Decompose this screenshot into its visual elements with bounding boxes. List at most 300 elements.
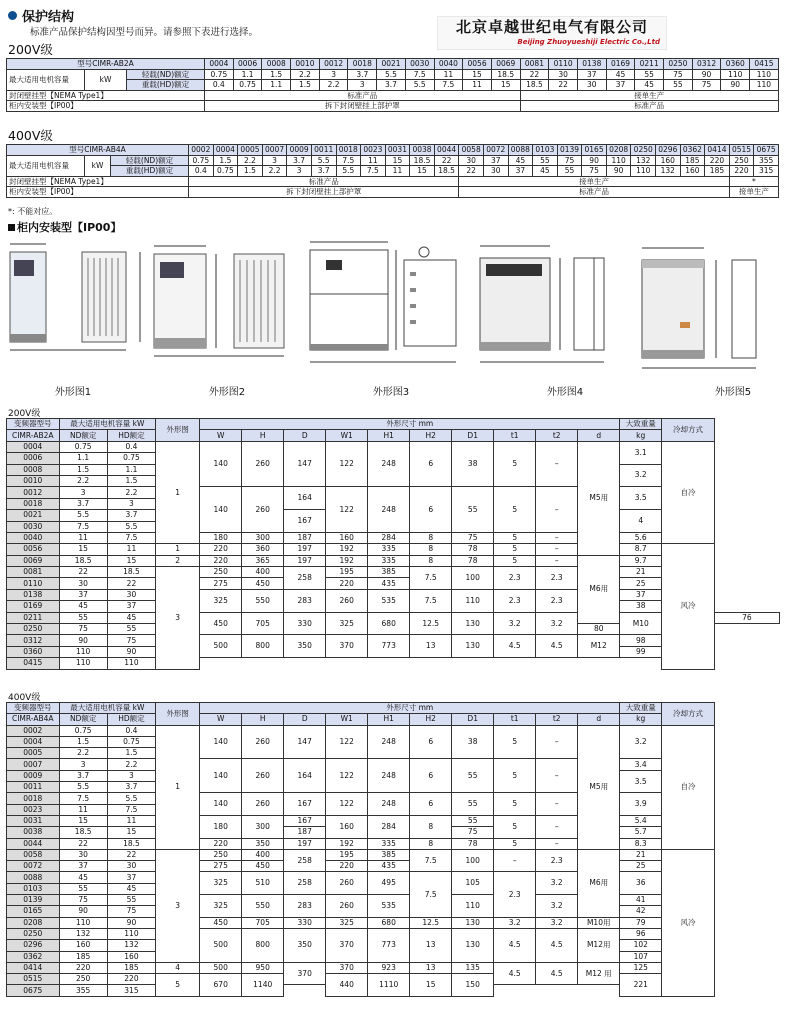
hd-cell: 1.5 (107, 748, 155, 759)
motor-label: 最大适用电机容量 (7, 155, 85, 176)
dim-cell: 107 (620, 951, 662, 962)
dim-cell: 3.2 (536, 895, 578, 918)
model-cell: 0110 (549, 59, 578, 70)
nd-cell: 30 (549, 69, 578, 80)
dim-cell: 36 (620, 872, 662, 895)
dim-cell: 147 (284, 441, 326, 487)
dim-cell: 105 (452, 872, 494, 895)
brand-cn: 北京卓越世纪电气有限公司 (455, 18, 648, 36)
nd-cell: 132 (59, 928, 107, 939)
model-cell: 0088 (7, 872, 60, 883)
dim-cell: 187 (284, 827, 326, 838)
dim-cell: 400 (242, 567, 284, 578)
hd-cell: 160 (680, 166, 705, 177)
dim-cell: 140 (200, 759, 242, 793)
outline-figure-2 (150, 238, 305, 378)
dim-cell: 440 (326, 974, 368, 997)
nd-cell: 37 (59, 861, 107, 872)
dim-cell: 300 (242, 532, 284, 543)
dim-cell: 248 (368, 441, 410, 487)
dim-cell: 500 (200, 928, 242, 962)
model-cell: 0072 (7, 861, 60, 872)
nd-head: ND额定 (59, 430, 107, 441)
model-cell: 0011 (7, 782, 60, 793)
dim-cell: 75 (452, 532, 494, 543)
dim-cell: 705 (242, 917, 284, 928)
model-cell: 0165 (7, 906, 60, 917)
dim-cell: 140 (200, 487, 242, 533)
dim-cell: 3.2 (536, 917, 578, 928)
fig-caption-2: 外形图2 (208, 387, 246, 398)
model-cell: 0414 (7, 962, 60, 973)
hd-cell: 45 (107, 883, 155, 894)
dim-cell: 258 (284, 567, 326, 590)
nd-cell: 30 (459, 155, 484, 166)
hd-cell: 7.5 (107, 804, 155, 815)
dim-cell: 192 (326, 544, 368, 555)
hd-cell: 75 (692, 80, 721, 91)
dim-cell: 147 (284, 725, 326, 759)
nd-cell: 11 (59, 532, 107, 543)
dim-cell: 283 (284, 589, 326, 612)
hd-cell: 30 (107, 589, 155, 600)
model-cell: 0006 (233, 59, 262, 70)
hd-cell: 15 (107, 555, 155, 566)
nd-cell: 3 (59, 759, 107, 770)
dim-cell: 5 (494, 725, 536, 759)
dim-cell: 110 (452, 895, 494, 918)
dim-cell: 248 (368, 793, 410, 816)
dim-cell: 3 (156, 567, 200, 670)
ip00-label: 柜内安装型【IP00】 (7, 187, 189, 198)
dim-cell: 325 (326, 612, 368, 635)
dim-cell: 187 (284, 532, 326, 543)
nd-cell: 30 (59, 578, 107, 589)
dim-cell: 55 (452, 759, 494, 793)
dim-cell: 164 (284, 487, 326, 510)
dim-cell: 180 (200, 532, 242, 543)
dim-cell: 122 (326, 725, 368, 759)
hd-cell: 3.7 (107, 510, 155, 521)
dim-cell: 220 (200, 555, 242, 566)
model-cell: 0208 (7, 917, 60, 928)
nd-cell: 45 (59, 601, 107, 612)
dim-col-head: H1 (368, 430, 410, 441)
dim-col-head: d (578, 430, 620, 441)
dim-cell: 4 (156, 962, 200, 973)
hd-cell: 75 (582, 166, 607, 177)
nd-cell: 5.5 (311, 155, 336, 166)
dim-cell: 55 (452, 487, 494, 533)
dim-cell: 100 (452, 849, 494, 872)
hd-cell: 18.5 (434, 166, 459, 177)
model-cell: 0004 (7, 441, 60, 452)
hd-cell: 90 (606, 166, 631, 177)
dim-cell: 79 (620, 917, 662, 928)
hd-cell: 110 (107, 928, 155, 939)
hd-cell: 0.4 (107, 725, 155, 736)
fig-head: 外形图 (156, 419, 200, 442)
nd-cell: 37 (59, 589, 107, 600)
hd-cell: 90 (107, 646, 155, 657)
dim-cell: – (536, 793, 578, 816)
dim-cell: – (536, 815, 578, 838)
hd-label: 重载(HD)额定 (111, 166, 189, 177)
model-cell: 0011 (311, 145, 336, 156)
dim-cell: M12 用 (578, 962, 620, 985)
dim-cell: 3 (156, 849, 200, 962)
dim-cell: 110 (452, 589, 494, 612)
dim-cell: 3.2 (536, 612, 578, 635)
model-cell: 0007 (262, 145, 287, 156)
nd-cell: 18.5 (491, 69, 520, 80)
dim-cell: 335 (368, 838, 410, 849)
model-row (7, 59, 779, 70)
hd-cell: 3.7 (377, 80, 406, 91)
nd-cell: 45 (508, 155, 533, 166)
intro-text: 标准产品保护结构因型号而异。请参照下表进行选择。 (30, 27, 259, 38)
dim-cell: 135 (452, 962, 494, 973)
dim-col-head: H1 (368, 714, 410, 725)
nd-cell: 45 (59, 872, 107, 883)
dim-cell: 260 (242, 793, 284, 816)
dim-col-head: t1 (494, 430, 536, 441)
nd-cell: 0.75 (59, 441, 107, 452)
dim-cell: 2.3 (536, 589, 578, 612)
dim-cell: 248 (368, 759, 410, 793)
model-cell: 0023 (7, 804, 60, 815)
hd-cell: 22 (107, 849, 155, 860)
nema-b: 接单生产 (520, 90, 778, 101)
dim-cell: 12.5 (410, 917, 452, 928)
hd-cell: 15 (491, 80, 520, 91)
model-cell: 0515 (729, 145, 754, 156)
dim-cell: 风冷 (662, 544, 715, 669)
dim-cell: 350 (242, 838, 284, 849)
model-cell: 0169 (7, 601, 60, 612)
nd-cell: 3.7 (348, 69, 377, 80)
nd-cell: 3 (59, 487, 107, 498)
dim-cell: 773 (368, 928, 410, 962)
hd-cell: 11 (463, 80, 492, 91)
model-cell: 0138 (577, 59, 606, 70)
outline-figure-3 (300, 238, 470, 378)
hd-cell: 132 (107, 940, 155, 951)
dim-cell: 260 (242, 441, 284, 487)
hd-cell: 45 (533, 166, 558, 177)
dim-cell: 550 (242, 895, 284, 918)
nd-cell: 75 (664, 69, 693, 80)
nd-cell: 0.75 (59, 725, 107, 736)
dim-cell: 3.2 (620, 725, 662, 759)
nd-cell: 160 (656, 155, 681, 166)
dim-cell: 38 (620, 601, 662, 612)
dim-cell: 195 (326, 567, 368, 578)
dim-cell: 450 (200, 612, 242, 635)
model-cell: 0362 (7, 951, 60, 962)
dim-cell: 260 (242, 725, 284, 759)
nd-cell: 110 (59, 646, 107, 657)
hd-cell: 75 (107, 635, 155, 646)
fig-head: 外形图 (156, 703, 200, 726)
hd-cell: 45 (635, 80, 664, 91)
outline-figure-4 (470, 238, 630, 378)
dim-cell: 450 (242, 578, 284, 589)
dim-cell: 670 (200, 974, 242, 997)
hd-cell: 15 (410, 166, 435, 177)
nd-row (7, 155, 779, 166)
dim-cell: 6 (410, 441, 452, 487)
model-cell: 0030 (7, 521, 60, 532)
dim-cell: 275 (200, 861, 242, 872)
hd-cell: 0.4 (107, 441, 155, 452)
dim-cell: 6 (410, 725, 452, 759)
hd-cell: 160 (107, 951, 155, 962)
nd-cell: 2.2 (291, 69, 320, 80)
hd-cell: 2.2 (319, 80, 348, 91)
dim-cell: – (536, 487, 578, 533)
dim-cell: 8.7 (620, 544, 662, 555)
nd-cell: 1.1 (233, 69, 262, 80)
dim-cell: 55 (452, 793, 494, 816)
hd-cell: 185 (705, 166, 730, 177)
model-cell: 0103 (7, 883, 60, 894)
hd-cell: 18.5 (107, 838, 155, 849)
dim-cell: 7.5 (410, 849, 452, 872)
dim-cell: 3.5 (620, 770, 662, 793)
model-cell: 0007 (7, 759, 60, 770)
dim-cell: 435 (368, 861, 410, 872)
hd-cell: 15 (107, 827, 155, 838)
dim-cell: 250 (200, 567, 242, 578)
hd-cell: 1.1 (262, 80, 291, 91)
dim-cell: 130 (452, 635, 494, 658)
hd-cell: 5.5 (107, 521, 155, 532)
outline-figure-1 (4, 238, 154, 378)
hd-cell: 0.4 (189, 166, 214, 177)
kg-head: kg (620, 430, 662, 441)
hd-label: 重载(HD)额定 (127, 80, 205, 91)
model-cell: 0021 (7, 510, 60, 521)
dim-cell: 220 (200, 544, 242, 555)
nd-cell: 5.5 (59, 510, 107, 521)
nd-cell: 22 (59, 567, 107, 578)
model-cell: 0675 (7, 985, 60, 996)
hd-cell: 5.5 (336, 166, 361, 177)
nd-cell: 1.5 (59, 464, 107, 475)
nd-cell: 0.75 (189, 155, 214, 166)
dim-cell: 42 (620, 906, 662, 917)
model-cell: 0058 (7, 849, 60, 860)
ip00-label: 柜内安装型【IP00】 (7, 101, 205, 112)
dim-col-head: H2 (410, 714, 452, 725)
hd-cell: 2.2 (262, 166, 287, 177)
dim-cell: 2.3 (494, 589, 536, 612)
hd-cell: 0.75 (107, 453, 155, 464)
hd-cell: 30 (483, 166, 508, 177)
dim-cell: 350 (284, 928, 326, 962)
dim-cell: 160 (326, 815, 368, 838)
section-title (8, 6, 74, 25)
model-cell: 0008 (7, 464, 60, 475)
model-cell: 0010 (291, 59, 320, 70)
model-cell: 0139 (557, 145, 582, 156)
nd-head: ND额定 (59, 714, 107, 725)
nd-cell: 185 (59, 951, 107, 962)
dim-cell: 221 (620, 974, 662, 997)
dim-cell: 195 (326, 849, 368, 860)
dim-cell: 260 (242, 759, 284, 793)
nd-cell: 1.5 (262, 69, 291, 80)
dim-cell: 7.5 (410, 589, 452, 612)
dim-cell: 8 (410, 532, 452, 543)
model-cell: 0069 (491, 59, 520, 70)
nd-cell: 355 (754, 155, 779, 166)
dim-cell: 100 (452, 567, 494, 590)
dim-cell: 4 (620, 510, 662, 533)
dim-cell: – (536, 759, 578, 793)
model-cell: 0250 (7, 624, 60, 635)
hd-cell: 22 (459, 166, 484, 177)
model-cell: 0069 (7, 555, 60, 566)
model-cell: 0415 (750, 59, 779, 70)
dim-cell: 160 (326, 532, 368, 543)
dim-cell: 5 (494, 555, 536, 566)
dim-cell: 5 (494, 487, 536, 533)
dim-cell: 4.5 (536, 962, 578, 985)
dim-cell: – (536, 725, 578, 759)
dim-cell: 385 (368, 849, 410, 860)
model-cell: 0030 (405, 59, 434, 70)
model-cell: 0296 (7, 940, 60, 951)
hd-row (7, 166, 779, 177)
ip00-a: 拆下封闭壁挂上部护罩 (189, 187, 459, 198)
hd-cell: 110 (631, 166, 656, 177)
nema-c: * (729, 176, 778, 187)
nd-cell: 75 (59, 895, 107, 906)
dim-cell: 6 (410, 759, 452, 793)
dim-cell: 13 (410, 962, 452, 973)
dim-cell: 284 (368, 815, 410, 838)
nd-cell: 75 (59, 624, 107, 635)
hd-cell: 5.5 (107, 793, 155, 804)
dim-cell: 3.2 (494, 917, 536, 928)
table-row (7, 544, 780, 555)
hd-cell: 3 (107, 770, 155, 781)
model-cell: 0008 (262, 59, 291, 70)
brand-en: Beijing Zhuoyueshiji Electric Co.,Ltd (517, 38, 660, 46)
ip00-title-text: 柜内安装型【IP00】 (17, 221, 122, 234)
model-cell: 0515 (7, 974, 60, 985)
hd-cell: 0.4 (205, 80, 234, 91)
hd-cell: 5.5 (405, 80, 434, 91)
model-cell: 0312 (692, 59, 721, 70)
dim-cell: 25 (620, 861, 662, 872)
hd-cell: 110 (107, 658, 155, 669)
dim-cell: 197 (284, 555, 326, 566)
nema-label: 封闭壁挂型【NEMA Type1】 (7, 176, 189, 187)
model-cell: 0021 (377, 59, 406, 70)
nd-cell: 2.2 (59, 475, 107, 486)
nd-cell: 110 (59, 917, 107, 928)
dim-cell: 130 (452, 612, 494, 635)
nd-cell: 1.5 (59, 736, 107, 747)
model-cell: 0296 (656, 145, 681, 156)
hd-cell: 2.2 (107, 487, 155, 498)
ip00-c: 接单生产 (729, 187, 778, 198)
dim-cell: 6 (410, 487, 452, 533)
model-cell: 0012 (319, 59, 348, 70)
model-cell: 0018 (7, 793, 60, 804)
hd-head: HD额定 (107, 430, 155, 441)
dim-cell: 13 (410, 928, 452, 962)
dim-cell: 38 (452, 725, 494, 759)
dim-cell: 1 (156, 725, 200, 849)
model-cell: 0002 (7, 725, 60, 736)
model-cell: 0072 (483, 145, 508, 156)
motor-head: 最大适用电机容量 kW (59, 419, 156, 430)
hd-cell: 1.1 (107, 464, 155, 475)
nd-cell: 250 (59, 974, 107, 985)
dim-cell: 4.5 (494, 928, 536, 962)
hd-cell: 3 (107, 498, 155, 509)
dim-cell: 96 (620, 928, 662, 939)
dim-cell: M12用 (578, 928, 620, 962)
nd-cell: 30 (59, 849, 107, 860)
dim-cell: 5.7 (620, 827, 662, 838)
dims-head: 外形尺寸 mm (200, 703, 620, 714)
dim-cell: 140 (200, 725, 242, 759)
model-cell: 0362 (680, 145, 705, 156)
dim-cell: 25 (620, 578, 662, 589)
nd-label: 轻载(ND)额定 (127, 69, 205, 80)
dim-cell: 325 (200, 895, 242, 918)
dim-cell: 130 (452, 928, 494, 962)
hd-cell: 3 (287, 166, 312, 177)
dim-cell: 1110 (368, 974, 410, 997)
kg-head: kg (620, 714, 662, 725)
dim-cell: 1 (156, 441, 200, 544)
nd-cell: 15 (59, 815, 107, 826)
dim-cell: 102 (620, 940, 662, 951)
nd-cell: 22 (520, 69, 549, 80)
nd-cell: 160 (59, 940, 107, 951)
dimension-table-200v (6, 418, 780, 670)
dim-cell: M6用 (578, 849, 620, 917)
dimension-table-400v (6, 702, 780, 997)
dim-cell: M6用 (578, 555, 620, 623)
nd-cell: 18.5 (59, 555, 107, 566)
dim-cell: 98 (620, 635, 662, 646)
dim-cell: 2.3 (536, 567, 578, 590)
dim-col-head: W (200, 714, 242, 725)
nd-cell: 220 (705, 155, 730, 166)
table-row (7, 441, 780, 452)
dim-cell: M5用 (578, 441, 620, 555)
dim-cell: 3.2 (620, 464, 662, 487)
model-cell: 0675 (754, 145, 779, 156)
dim-cell: 21 (620, 849, 662, 860)
dim-cell: 15 (410, 974, 452, 997)
model-cell: 0081 (520, 59, 549, 70)
hd-cell: 37 (107, 872, 155, 883)
nd-cell: 7.5 (405, 69, 434, 80)
nd-cell: 3.7 (59, 770, 107, 781)
dim-cell: 6 (410, 793, 452, 816)
dim-cell: 167 (284, 793, 326, 816)
model-cell: 0004 (213, 145, 238, 156)
model-cell: 0023 (361, 145, 386, 156)
